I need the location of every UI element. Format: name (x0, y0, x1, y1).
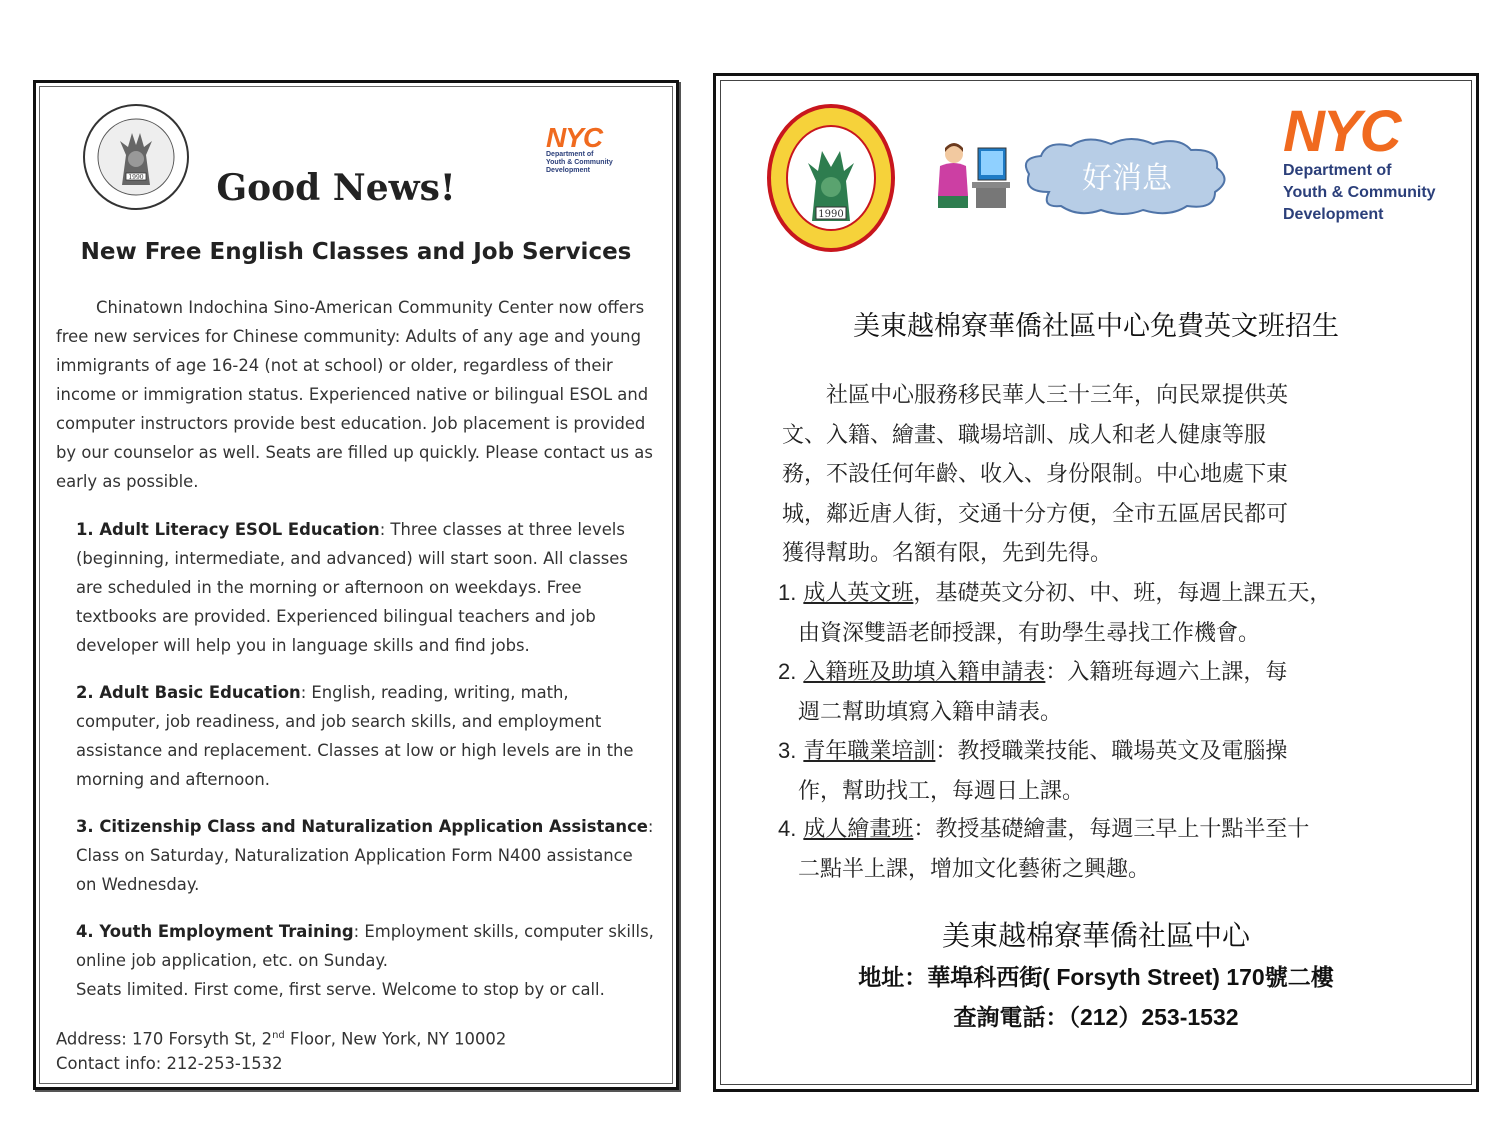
chinese-address: 地址：華埠科西街( Forsyth Street) 170號二樓 (858, 964, 1334, 990)
chinese-org-name: 美東越棉寮華僑社區中心 (941, 919, 1250, 952)
seal-year: 1990 (128, 174, 144, 181)
seal-year: 1990 (818, 209, 844, 220)
service-item-youth-employment: 4. Youth Employment Training: Employment skills, computer skills, online job application, etc. on Sunday. Seats limited. First come, first serve. Welcome to stop by or call. (76, 922, 654, 999)
intro-paragraph: Chinatown Indochina Sino-American Community Center now offers free new services for Chinese community: Adults of any age and young immigrants of age 16-24 (not at school) or older, regardless of their income or immigration status. Experienced native or bilingual ESOL and computer instructors provide best education. Job placement is provided by our counselor as well. Seats are filled up quickly. Please contact us as early as possible. (56, 298, 653, 491)
chinese-item-citizenship-class: 2. 入籍班及助填入籍申請表：入籍班每週六上課，每 週二幫助填寫入籍申請表。 (778, 659, 1288, 725)
nyc-logo-dept-1: Department of (1283, 162, 1392, 179)
flyer-subheading: New Free English Classes and Job Services (80, 239, 632, 265)
closing-note: Seats limited. First come, first serve. Welcome to stop by or call. (76, 980, 605, 999)
nyc-dycd-logo-large (1283, 99, 1443, 224)
chinese-item-youth-training: 3. 青年職業培訓：教授職業技能、職場英文及電腦操 作，幫助找工，每週日上課。 (778, 738, 1288, 804)
nyc-logo-dept-1: Department of (546, 151, 594, 158)
nyc-logo-dept-2: Youth & Community (546, 159, 613, 166)
service-item-citizenship: 3. Citizenship Class and Naturalization Application Assistance: Class on Saturday, Naturalization Application Form N400 assistance on Wednesday. (76, 817, 654, 894)
chinese-flyer-title: 美東越棉寮華僑社區中心免費英文班招生 (853, 311, 1339, 342)
nyc-logo-word: NYC (1283, 99, 1400, 164)
chinese-intro-paragraph: 社區中心服務移民華人三十三年，向民眾提供英 文、入籍、繪畫、職場培訓、成人和老人健康等服 務，不設任何年齡、收入、身份限制。中心地處下東 城，鄰近唐人街，交通十分方便，全市五區居民都可 獲得幫助。名額有限，先到先得。 (782, 383, 1289, 566)
chinese-item-painting-class: 4. 成人繪畫班：教授基礎繪畫，每週三早上十點半至十 二點半上課，增加文化藝術之興趣。 (778, 816, 1310, 882)
chinese-phone: 查詢電話：（212）253-1532 (953, 1004, 1239, 1030)
good-news-heading: Good News! (216, 167, 456, 209)
address-line: Address: 170 Forsyth St, 2nd Floor, New York, NY 10002 (56, 1029, 507, 1049)
nyc-logo-dept-3: Development (1283, 206, 1384, 223)
service-item-basic-education: 2. Adult Basic Education: English, reading, writing, math, computer, job readiness, and job search skills, and employment assistance and replacement. Classes at low or high levels are in the morning and afternoon. (76, 683, 634, 789)
nyc-logo-word: NYC (546, 122, 603, 153)
address-block (56, 1023, 506, 1076)
english-flyer (33, 80, 679, 1090)
contact-line: Contact info: 212-253-1532 (56, 1054, 283, 1074)
nyc-logo-dept-3: Development (546, 167, 590, 174)
senior-center-seal-icon (766, 103, 896, 253)
person-at-computer-icon (932, 140, 1012, 216)
chinese-item-english-class: 1. 成人英文班，基礎英文分初、中、班，每週上課五天， 由資深雙語老師授課，有助學生尋找工作機會。 (778, 580, 1332, 646)
nyc-logo-dept-2: Youth & Community (1283, 184, 1436, 201)
cloud-text: 好消息 (1082, 161, 1172, 196)
good-news-cloud-icon (1019, 136, 1234, 218)
service-item-esol: 1. Adult Literacy ESOL Education: Three classes at three levels (beginning, intermediate, and advanced) will start soon. All classes are scheduled in the morning or afternoon on weekdays. Free textbooks are provided. Experienced bilingual teachers and job developer will help you in language skills and find jobs. (76, 520, 628, 655)
chinese-flyer (713, 73, 1479, 1092)
